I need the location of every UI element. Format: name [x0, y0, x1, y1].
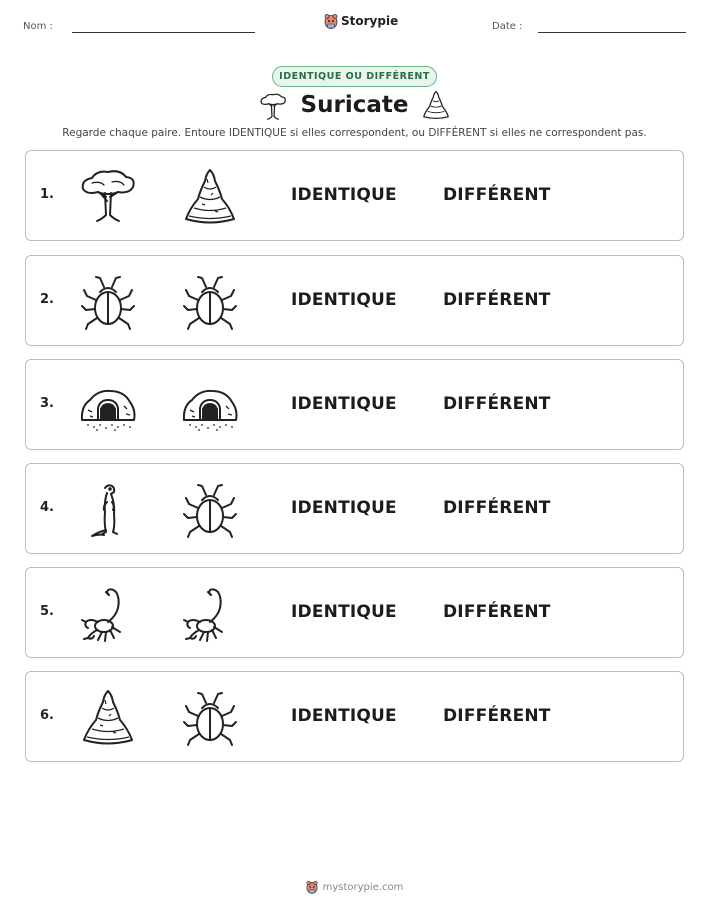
date-label: Date : [492, 21, 523, 32]
option-different[interactable]: DIFFÉRENT [443, 394, 551, 414]
option-different[interactable]: DIFFÉRENT [443, 185, 551, 205]
pair-row-3 [25, 359, 684, 450]
name-line[interactable] [72, 32, 255, 33]
termite-mound-icon [78, 688, 138, 748]
burrow-icon [78, 376, 138, 436]
scorpion-icon [180, 584, 240, 644]
worksheet-type-badge: IDENTIQUE OU DIFFÉRENT [272, 66, 437, 87]
storypie-mascot-icon [324, 13, 338, 29]
option-different[interactable]: DIFFÉRENT [443, 706, 551, 726]
footer-url[interactable]: mystorypie.com [322, 881, 404, 893]
row-number: 3. [40, 396, 54, 411]
beetle-icon [180, 480, 240, 540]
option-identique[interactable]: IDENTIQUE [291, 498, 397, 518]
tree-icon [78, 167, 138, 227]
termite-mound-icon [180, 167, 240, 227]
beetle-icon [78, 272, 138, 332]
instructions: Regarde chaque paire. Entoure IDENTIQUE si elles correspondent, ou DIFFÉRENT si elles ne correspondent pas. [62, 127, 647, 139]
option-identique[interactable]: IDENTIQUE [291, 602, 397, 622]
pair-row-2 [25, 255, 684, 346]
date-line[interactable] [538, 32, 686, 33]
option-different[interactable]: DIFFÉRENT [443, 602, 551, 622]
row-number: 6. [40, 708, 54, 723]
termite-mound-icon [420, 88, 452, 122]
pair-row-1 [25, 150, 684, 241]
brand-name: Storypie [341, 14, 399, 28]
page-title: Suricate [300, 92, 409, 118]
footer [0, 880, 709, 894]
scorpion-icon [78, 584, 138, 644]
meerkat-icon [78, 480, 138, 540]
title-row [0, 88, 709, 126]
row-number: 2. [40, 292, 54, 307]
row-number: 5. [40, 604, 54, 619]
brand-logo [324, 13, 398, 29]
pair-row-6 [25, 671, 684, 762]
option-identique[interactable]: IDENTIQUE [291, 706, 397, 726]
row-number: 1. [40, 187, 54, 202]
beetle-icon [180, 688, 240, 748]
option-identique[interactable]: IDENTIQUE [291, 394, 397, 414]
name-label: Nom : [23, 21, 53, 32]
beetle-icon [180, 272, 240, 332]
storypie-mascot-icon [306, 880, 318, 894]
option-different[interactable]: DIFFÉRENT [443, 290, 551, 310]
pair-row-5 [25, 567, 684, 658]
option-identique[interactable]: IDENTIQUE [291, 185, 397, 205]
row-number: 4. [40, 500, 54, 515]
option-identique[interactable]: IDENTIQUE [291, 290, 397, 310]
pair-row-4 [25, 463, 684, 554]
option-different[interactable]: DIFFÉRENT [443, 498, 551, 518]
burrow-icon [180, 376, 240, 436]
